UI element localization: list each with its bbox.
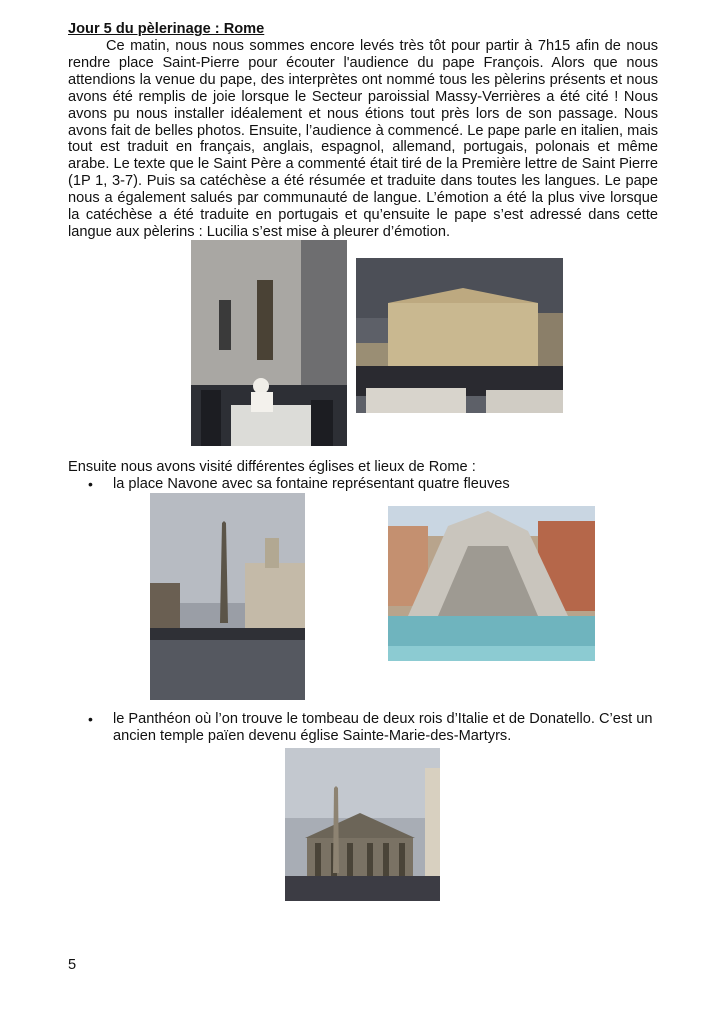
- photo-four-rivers-fountain: [388, 506, 595, 661]
- photo-pantheon: [285, 748, 440, 901]
- body-paragraph: Ce matin, nous nous sommes encore levés très tôt pour partir à 7h15 afin de nous rendre place Saint-Pierre pour écouter l'audience du pape François. Alors que nous attendions la venue du pape, des interprètes ont nommé tous les pèlerins présents et nous avons été remplis de joie lorsque le Secteur paroissial Massy-Verrières a été cité ! Nous avons pu nous installer idéalement et nous étions tout près lors de son passage. Nous avons fait de belles photos. Ensuite, l’audience à commencé. Le pape parle en italien, mais tout est traduit en français, anglais, espagnol, allemand, portugais, polonais et même arabe. Le texte que le Saint Père a commenté était tiré de la Première lettre de Saint Pierre (1P 1, 3-7). Puis sa catéchèse a été résumée et traduite dans toutes les langues. Le pape nous a également salués par communauté de langue. L’émotion a été la plus vive lorsque la catéchèse a été traduite en portugais et qu’ensuite le pape s’est adressé dans cette langue aux pèlerins : Lucilia s’est mise à pleurer d’émotion.: [68, 38, 658, 240]
- photo-piazza-navona: [150, 493, 305, 700]
- list-intro: Ensuite nous avons visité différentes églises et lieux de Rome :: [68, 459, 476, 475]
- photo-saint-peters-square: [356, 258, 563, 413]
- bullet-pantheon-line1: le Panthéon où l’on trouve le tombeau de deux rois d’Italie et de Donatello. C’est un: [113, 711, 653, 727]
- bullet-marker: •: [88, 711, 93, 727]
- photo-pope-popemobile: [191, 240, 347, 446]
- bullet-pantheon-line2: ancien temple païen devenu église Sainte-Marie-des-Martyrs.: [113, 728, 512, 744]
- bullet-navona: la place Navone avec sa fontaine représentant quatre fleuves: [113, 476, 510, 492]
- page-heading: Jour 5 du pèlerinage : Rome: [68, 21, 265, 37]
- bullet-marker: •: [88, 476, 93, 492]
- page-number: 5: [68, 957, 77, 973]
